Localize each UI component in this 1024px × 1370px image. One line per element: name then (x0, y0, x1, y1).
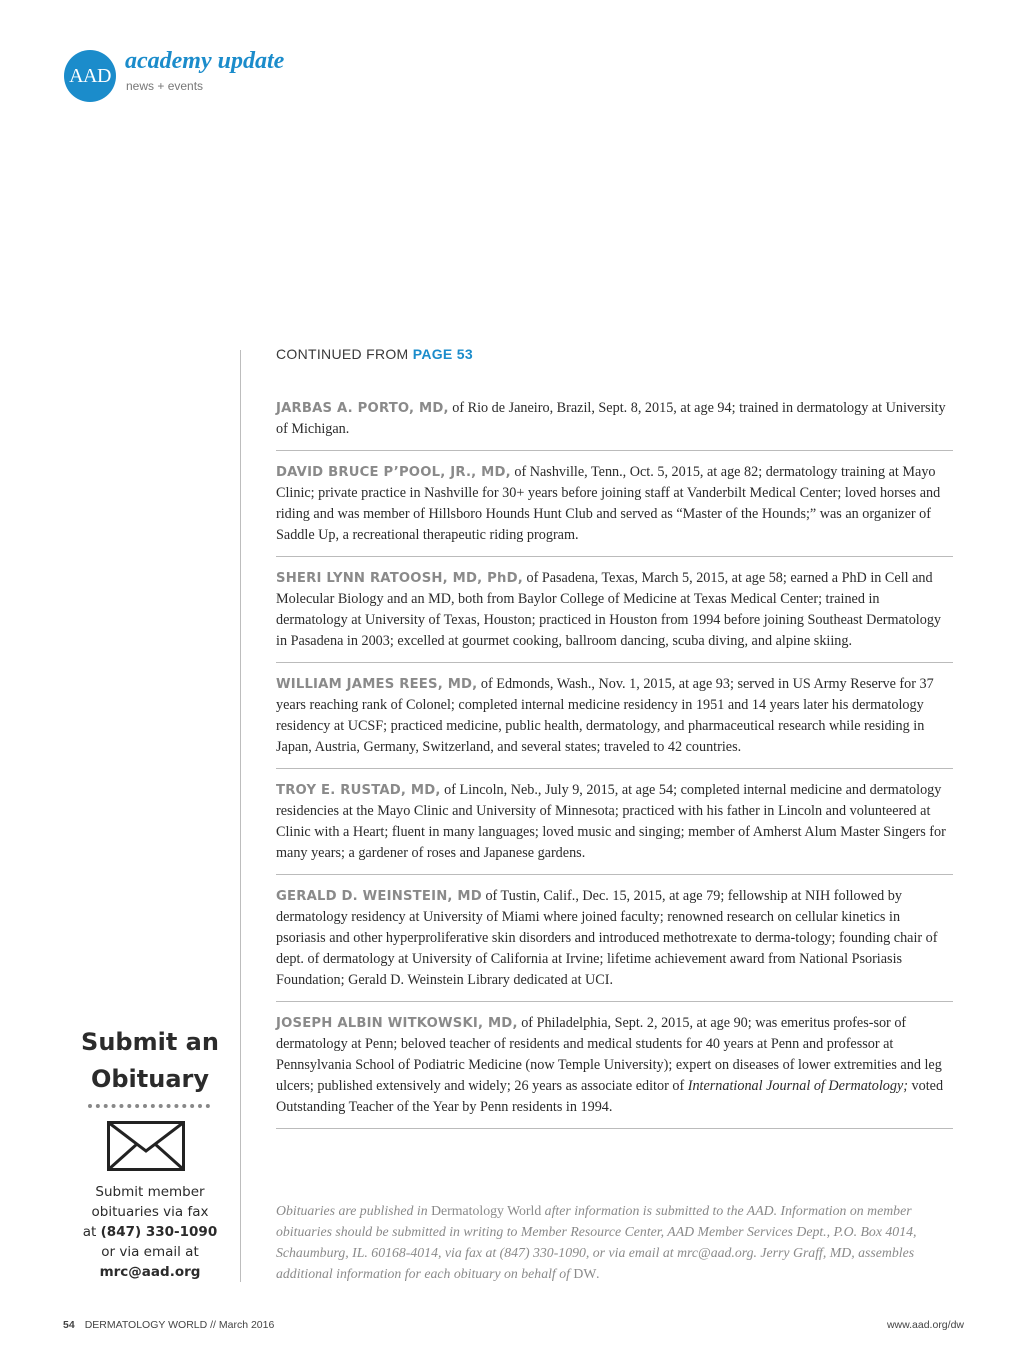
email-link[interactable]: mrc@aad.org (99, 1264, 201, 1280)
obituary-text-end: voted Outstanding Teacher of the Year by Penn residents in 1994. (276, 1078, 944, 1115)
obituary-entry (276, 462, 953, 557)
obituary-name: JOSEPH ALBIN WITKOWSKI, MD, (276, 1016, 518, 1031)
heading-line: Obituary (90, 1065, 210, 1093)
obituary-name: JARBAS A. PORTO, MD, (276, 401, 449, 416)
obituary-name: DAVID BRUCE P’POOL, JR., MD, (276, 465, 511, 480)
footer-url[interactable]: www.aad.org/dw (886, 1319, 964, 1331)
aad-logo: AAD (64, 50, 116, 102)
note-text: Obituaries are published in (276, 1203, 432, 1218)
submit-obituary-heading (60, 1024, 240, 1098)
at-label: at (82, 1224, 101, 1240)
obituary-text: of Rio de Janeiro, Brazil, Sept. 8, 2015, at age 94; trained in dermatology at University of Michigan. (276, 400, 946, 437)
dotted-divider (88, 1104, 210, 1112)
obituary-entry (276, 674, 953, 769)
submit-instructions (60, 1182, 240, 1282)
fax-number: (847) 330-1090 (100, 1224, 218, 1240)
obituary-name: SHERI LYNN RATOOSH, MD, PhD, (276, 571, 523, 586)
instruction-line: obituaries via fax (91, 1204, 209, 1220)
publication-name: Dermatology World (431, 1203, 542, 1218)
obituary-entry (276, 1013, 953, 1129)
obituary-text: of Nashville, Tenn., Oct. 5, 2015, at age 82; dermatology training at Mayo Clinic; private practice in Nashville for 30+ years before joining staff at Vanderbilt Medical Center; loved horses and riding and was member of Hillsboro Hounds Hunt Club and served as “Master of the Hounds;” was an organizer of Saddle Up, a recreational therapeutic riding program. (276, 464, 941, 543)
obituary-list (276, 398, 953, 1140)
page-link[interactable]: PAGE 53 (412, 346, 473, 362)
publication-abbrev: DW (573, 1266, 597, 1281)
envelope-icon (107, 1121, 185, 1171)
section-subtitle: news + events (126, 79, 204, 93)
obituary-entry (276, 780, 953, 875)
obituary-entry (276, 886, 953, 1002)
journal-title: International Journal of Dermatology; (687, 1078, 908, 1094)
obituary-name: GERALD D. WEINSTEIN, MD (276, 889, 482, 904)
footer-left (63, 1319, 274, 1331)
obituary-text: of Tustin, Calif., Dec. 15, 2015, at age 79; fellowship at NIH followed by dermatology residency at University of Miami where joined faculty; renowned research on cellular kinetics in psoriasis and other hyperproliferative skin disorders and introduced methotrexate to derma-tology; founding chair of dept. of dermatology at University of California at Irvine; lifetime achievement award from National Psoriasis Foundation; Gerald D. Weinstein Library dedicated at UCI. (276, 888, 938, 988)
heading-line: Submit an (81, 1028, 219, 1056)
column-divider (240, 350, 241, 1282)
instruction-line: or via email at (101, 1244, 199, 1260)
note-text: . (596, 1266, 600, 1281)
page-number: 54 (63, 1319, 75, 1331)
continued-prefix: CONTINUED FROM (276, 346, 409, 362)
instruction-line (60, 1222, 240, 1242)
continued-from (276, 346, 473, 362)
publication-info: DERMATOLOGY WORLD // March 2016 (84, 1319, 275, 1331)
obituary-entry (276, 398, 953, 451)
obituary-text: of Edmonds, Wash., Nov. 1, 2015, at age 93; served in US Army Reserve for 37 years reaching rank of Colonel; completed internal medicine residency in 1951 and 14 years later his dermatology residency at UCSF; practiced medicine, public health, dermatology, and pharmaceutical research while residing in Japan, Austria, Germany, Switzerland, and several states; traveled to 42 countries. (276, 676, 934, 755)
note-text: after information is submitted to the AAD. Information on member obituaries should be submitted in writing to Member Resource Center, AAD Member Services Dept., P.O. Box 4014, Schaumburg, IL. 60168-4014, via fax at (847) 330-1090, or via email at mrc@aad.org. Jerry Graff, MD, assembles additional information for each obituary on behalf of (276, 1203, 917, 1281)
obituary-text: of Philadelphia, Sept. 2, 2015, at age 90; was emeritus profes-sor of dermatology at Penn; beloved teacher of residents and medical students for 40 years at Penn and professor at Pennsylvania School of Podiatric Medicine (now Temple University); expert on diseases of lower extremities and leg ulcers; published extensively and widely; 26 years as associate editor of (276, 1015, 942, 1094)
section-title: academy update (125, 48, 285, 74)
obituary-text: of Lincoln, Neb., July 9, 2015, at age 54; completed internal medicine and dermatology residencies at the Mayo Clinic and University of Minnesota; practiced with his father in Lincoln and volunteered at Clinic with a Heart; fluent in many languages; loved music and singing; member of Amherst Alum Master Singers for many years; a gardener of roses and Japanese gardens. (276, 782, 946, 861)
obituary-entry (276, 568, 953, 663)
obituary-name: TROY E. RUSTAD, MD, (276, 783, 441, 798)
submission-note (276, 1200, 953, 1284)
obituary-name: WILLIAM JAMES REES, MD, (276, 677, 478, 692)
instruction-line: Submit member (95, 1184, 205, 1200)
obituary-text: of Pasadena, Texas, March 5, 2015, at age 58; earned a PhD in Cell and Molecular Biology and an MD, both from Baylor College of Medicine at Texas Medical Center; trained in dermatology at University of Texas, Houston; practiced in Houston from 1994 before joining Southeast Dermatology in Pasadena in 2003; excelled at gourmet cooking, ballroom dancing, scuba diving, and alpine skiing. (276, 570, 942, 649)
